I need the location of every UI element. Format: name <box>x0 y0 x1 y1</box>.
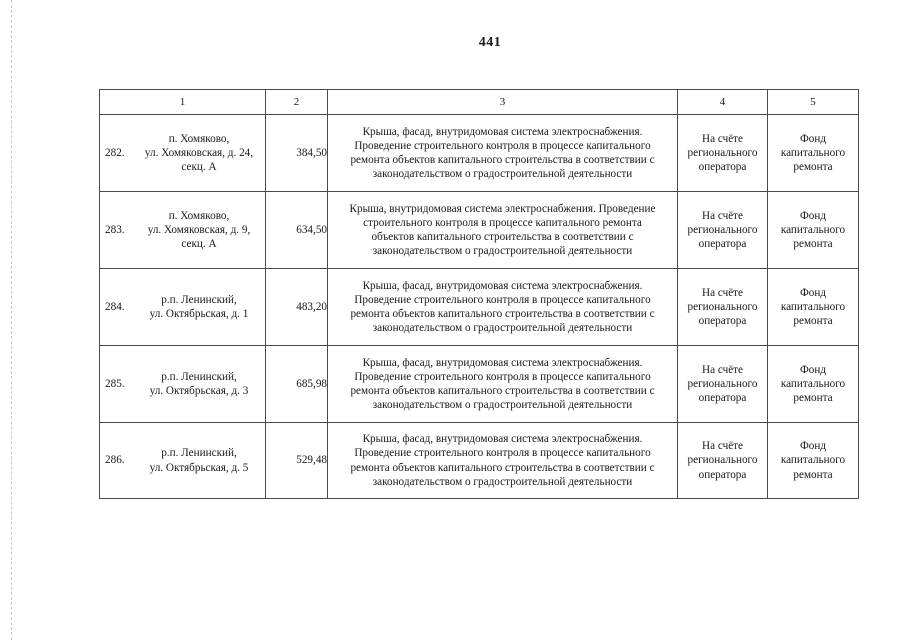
address <box>137 446 265 474</box>
address-line: ул. Хомяковская, д. 9, <box>147 223 251 236</box>
account-line: На счёте <box>701 440 744 453</box>
fund-line: ремонта <box>793 392 833 405</box>
work-line: законодательством о градостроительной деятельности <box>372 322 633 335</box>
address-line: п. Хомяково, <box>168 209 230 222</box>
account-line: регионального <box>687 223 758 236</box>
repair-program-table <box>99 89 859 499</box>
account-cell <box>678 192 768 269</box>
address-line: р.п. Ленинский, <box>161 447 237 460</box>
account-cell <box>678 115 768 192</box>
account-line: регионального <box>687 454 758 467</box>
page-number: 441 <box>478 35 502 50</box>
row-number: 284. <box>105 300 125 313</box>
column-header-4: 4 <box>678 90 768 115</box>
fund-line: ремонта <box>793 161 833 174</box>
account-cell <box>678 423 768 499</box>
work-line: Крыша, фасад, внутридомовая система электроснабжения. <box>362 125 643 138</box>
area-cell: 634,50 <box>266 192 328 269</box>
column-header-2: 2 <box>266 90 328 115</box>
address-line: секц. А <box>181 238 217 251</box>
area-cell: 483,20 <box>266 269 328 346</box>
work-description-cell <box>328 115 678 192</box>
address-line: п. Хомяково, <box>168 132 230 145</box>
address-line: секц. А <box>181 161 217 174</box>
table-row <box>100 192 859 269</box>
fund-line: капитального <box>780 146 846 159</box>
work-line: законодательством о градостроительной деятельности <box>372 168 633 181</box>
account-line: На счёте <box>701 286 744 299</box>
address-line: ул. Октябрьская, д. 5 <box>149 461 249 474</box>
account-line: регионального <box>687 146 758 159</box>
address <box>137 370 265 398</box>
table-header-row <box>100 90 859 115</box>
work-description-cell <box>328 269 678 346</box>
work-description-cell <box>328 423 678 499</box>
row-number: 286. <box>105 454 125 467</box>
work-line: ремонта объектов капитального строительства в соответствии с <box>350 385 655 397</box>
account-line: регионального <box>687 377 758 390</box>
fund-cell <box>768 115 859 192</box>
fund-line: ремонта <box>793 315 833 328</box>
fund-line: Фонд <box>799 363 827 376</box>
work-line: строительного контроля в процессе капитального ремонта <box>363 216 642 229</box>
row-number: 282. <box>105 146 125 159</box>
fund-line: Фонд <box>799 440 827 453</box>
account-line: На счёте <box>701 132 744 145</box>
table-row <box>100 269 859 346</box>
address-line: ул. Октябрьская, д. 3 <box>149 385 249 397</box>
work-line: Крыша, фасад, внутридомовая система электроснабжения. <box>362 433 643 446</box>
fund-line: ремонта <box>793 238 833 251</box>
fund-line: капитального <box>780 300 846 313</box>
account-cell <box>678 346 768 423</box>
work-line: Крыша, фасад, внутридомовая система электроснабжения. <box>362 279 643 292</box>
work-line: Крыша, внутридомовая система электроснабжения. Проведение <box>349 202 656 215</box>
column-header-3: 3 <box>328 90 678 115</box>
area-cell: 685,98 <box>266 346 328 423</box>
work-line: ремонта объектов капитального строительства в соответствии с <box>350 461 655 474</box>
address-cell <box>100 423 266 499</box>
work-line: законодательством о градостроительной деятельности <box>372 245 633 258</box>
address-cell <box>100 346 266 423</box>
address-line: ул. Октябрьская, д. 1 <box>149 308 249 320</box>
fund-line: Фонд <box>799 209 827 222</box>
work-line: Проведение строительного контроля в процессе капитального <box>354 370 651 383</box>
account-line: оператора <box>698 392 747 405</box>
fund-cell <box>768 192 859 269</box>
address-cell <box>100 192 266 269</box>
table-row <box>100 115 859 192</box>
account-line: регионального <box>687 300 758 313</box>
row-number: 285. <box>105 377 125 390</box>
column-header-1: 1 <box>100 90 266 115</box>
table-row <box>100 423 859 499</box>
fund-line: капитального <box>780 377 846 390</box>
work-line: ремонта объектов капитального строительства в соответствии с <box>350 154 655 166</box>
account-line: На счёте <box>701 363 744 376</box>
work-line: Проведение строительного контроля в процессе капитального <box>354 293 651 306</box>
scan-edge-line <box>11 0 12 640</box>
account-cell <box>678 269 768 346</box>
work-line: ремонта объектов капитального строительства в соответствии с <box>350 308 655 320</box>
address-line: ул. Хомяковская, д. 24, <box>144 146 254 159</box>
address-line: р.п. Ленинский, <box>161 370 237 383</box>
address <box>137 132 265 175</box>
fund-line: капитального <box>780 454 846 467</box>
work-line: Проведение строительного контроля в процессе капитального <box>354 139 651 152</box>
work-line: Крыша, фасад, внутридомовая система электроснабжения. <box>362 356 643 369</box>
area-cell: 529,48 <box>266 423 328 499</box>
account-line: оператора <box>698 238 747 251</box>
fund-cell <box>768 269 859 346</box>
area-cell: 384,50 <box>266 115 328 192</box>
work-line: законодательством о градостроительной деятельности <box>372 475 633 488</box>
work-line: законодательством о градостроительной деятельности <box>372 399 633 412</box>
address <box>137 293 265 321</box>
address <box>137 209 265 252</box>
address-line: р.п. Ленинский, <box>161 293 237 306</box>
row-number: 283. <box>105 223 125 236</box>
fund-line: ремонта <box>793 468 833 481</box>
work-description-cell <box>328 192 678 269</box>
work-line: объектов капитального строительства в соответствии с <box>371 231 634 243</box>
account-line: оператора <box>698 468 747 481</box>
address-cell <box>100 115 266 192</box>
account-line: На счёте <box>701 209 744 222</box>
work-description-cell <box>328 346 678 423</box>
column-header-5: 5 <box>768 90 859 115</box>
account-line: оператора <box>698 315 747 328</box>
fund-cell <box>768 346 859 423</box>
account-line: оператора <box>698 161 747 174</box>
table-row <box>100 346 859 423</box>
fund-line: капитального <box>780 223 846 236</box>
fund-cell <box>768 423 859 499</box>
address-cell <box>100 269 266 346</box>
fund-line: Фонд <box>799 286 827 299</box>
fund-line: Фонд <box>799 132 827 145</box>
work-line: Проведение строительного контроля в процессе капитального <box>354 447 651 460</box>
